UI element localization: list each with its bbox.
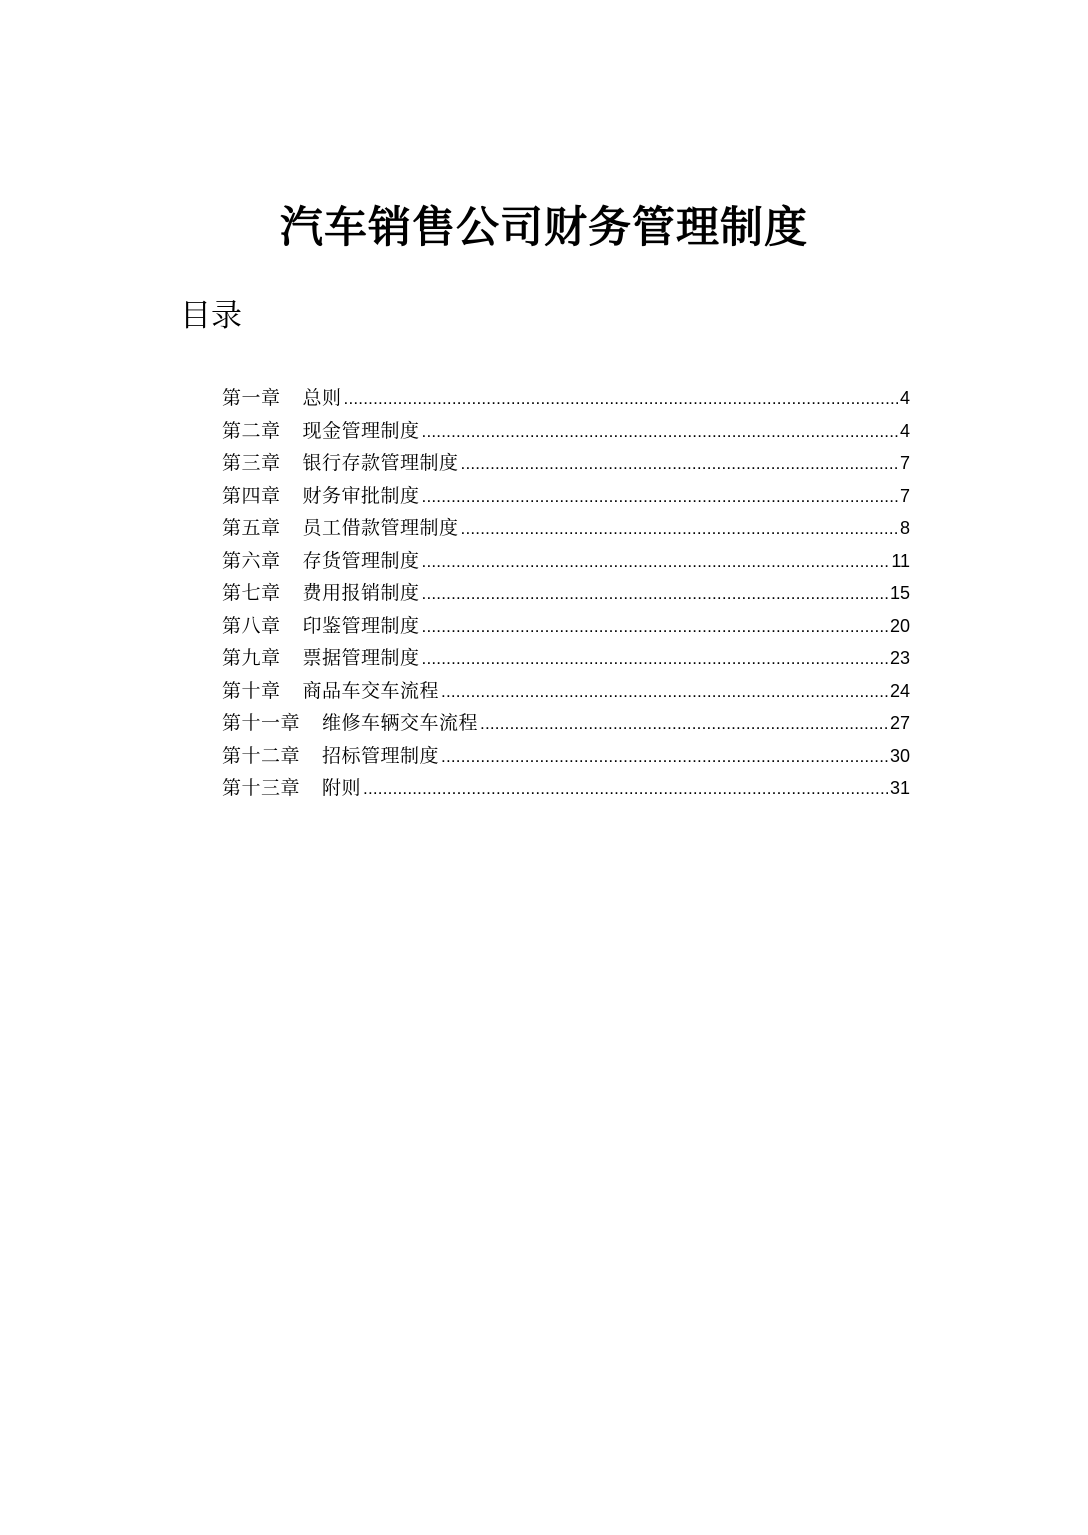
toc-dot-leader [363,773,888,805]
toc-dot-leader [461,448,898,480]
toc-chapter-number: 第十三章 [222,777,301,799]
toc-entry[interactable] [222,512,910,545]
toc-chapter-name: 招标管理制度 [322,744,440,767]
toc-chapter-name: 商品车交车流程 [302,679,440,702]
toc-page-number: 20 [889,615,910,636]
toc-chapter-number: 第二章 [222,419,281,442]
toc-page-number: 8 [899,518,910,538]
toc-chapter-name: 现金管理制度 [302,419,420,442]
toc-page-number: 7 [899,485,910,506]
toc-entry[interactable] [222,642,910,675]
toc-chapter-number: 第四章 [222,484,281,507]
toc-dot-leader [422,416,898,448]
toc-entry[interactable] [222,772,910,805]
toc-chapter-number: 第十一章 [222,712,301,734]
toc-chapter-name: 存货管理制度 [302,549,420,572]
toc-entry[interactable] [222,610,910,643]
toc-page-number: 30 [889,745,910,766]
toc-dot-leader [422,481,898,513]
toc-entry[interactable] [222,577,910,610]
toc-page-number: 7 [899,453,910,473]
toc-dot-leader [344,383,898,415]
toc-entry[interactable] [222,415,910,448]
toc-entry[interactable] [222,447,910,480]
toc-heading: 目录 [180,298,242,334]
toc-page-number: 4 [899,388,910,408]
toc-chapter-name: 票据管理制度 [302,647,420,669]
document-title: 汽车销售公司财务管理制度 [280,203,808,253]
toc-chapter-number: 第九章 [222,647,281,669]
toc-chapter-name: 员工借款管理制度 [302,517,459,539]
toc-page-number: 23 [889,648,910,668]
toc-chapter-name: 总则 [302,387,342,409]
toc-dot-leader [441,676,888,708]
toc-dot-leader [480,708,888,740]
toc-chapter-number: 第十二章 [222,744,301,767]
toc-chapter-number: 第六章 [222,549,281,572]
toc-dot-leader [422,643,888,675]
toc-chapter-number: 第十章 [222,679,281,702]
toc-chapter-number: 第五章 [222,517,281,539]
toc-dot-leader [422,611,888,643]
toc-entry[interactable] [222,480,910,513]
toc-entry[interactable] [222,740,910,773]
toc-chapter-number: 第三章 [222,452,281,474]
toc-chapter-name: 财务审批制度 [302,484,420,507]
toc-chapter-name: 费用报销制度 [302,582,420,604]
toc-chapter-number: 第八章 [222,614,281,637]
toc-dot-leader [461,513,898,545]
toc-page-number: 4 [899,420,910,441]
toc-page-number: 31 [889,778,910,798]
table-of-contents [222,382,910,805]
toc-entry[interactable] [222,707,910,740]
toc-chapter-name: 维修车辆交车流程 [322,712,479,734]
toc-chapter-number: 第七章 [222,582,281,604]
toc-page-number: 15 [889,583,910,603]
toc-entry[interactable] [222,382,910,415]
toc-page-number: 11 [891,550,910,571]
toc-page-number: 24 [889,680,910,701]
toc-dot-leader [422,546,890,578]
toc-chapter-name: 银行存款管理制度 [302,452,459,474]
toc-dot-leader [422,578,888,610]
toc-page-number: 27 [889,713,910,733]
toc-entry[interactable] [222,675,910,708]
toc-chapter-name: 印鉴管理制度 [302,614,420,637]
toc-chapter-name: 附则 [322,777,362,799]
toc-dot-leader [441,741,888,773]
toc-entry[interactable] [222,545,910,578]
toc-chapter-number: 第一章 [222,387,281,409]
